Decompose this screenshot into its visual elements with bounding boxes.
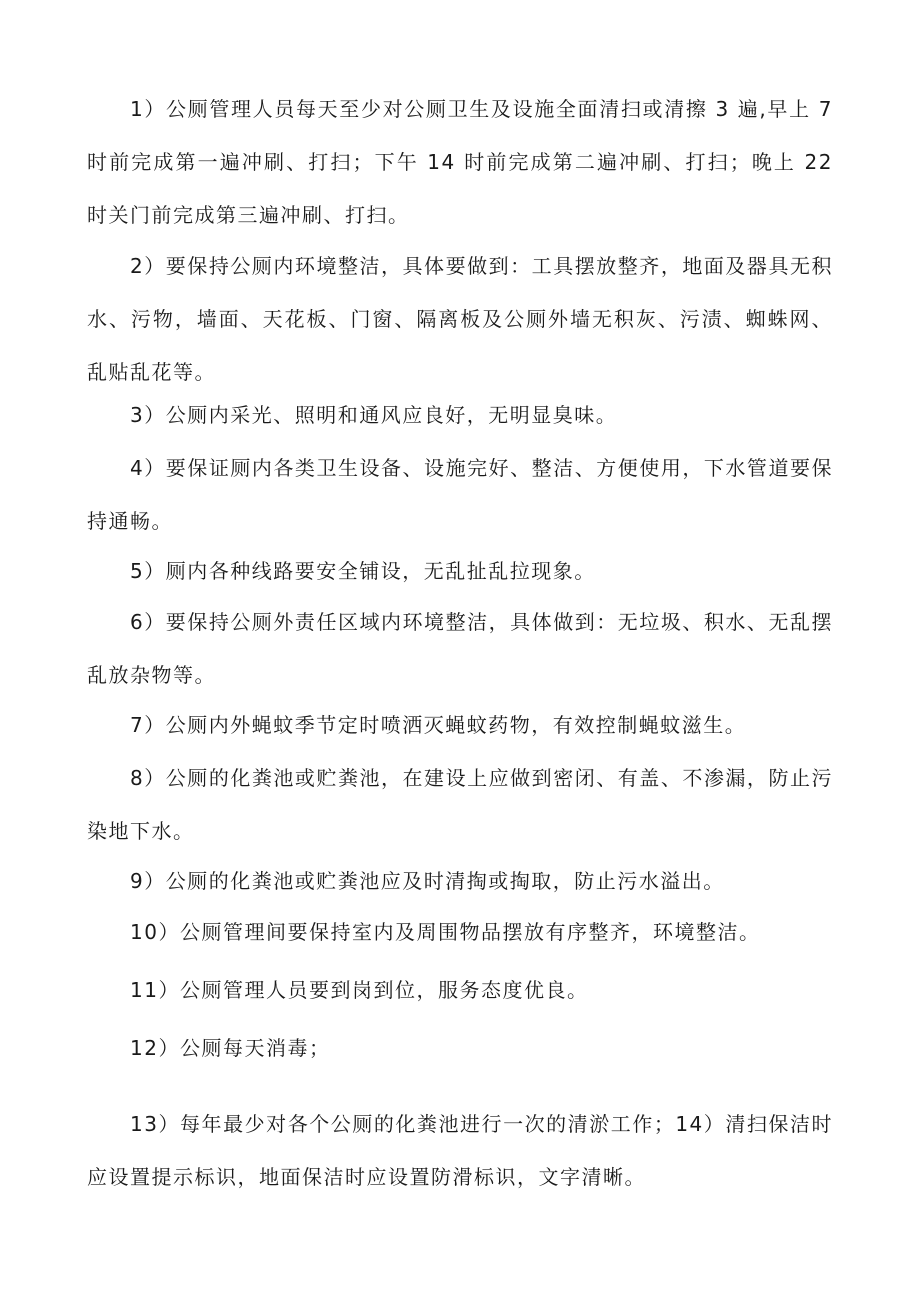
paragraph-3: 3）公厕内采光、照明和通风应良好，无明显臭味。 bbox=[130, 403, 618, 427]
paragraph-12: 12）公厕每天消毒； bbox=[130, 1036, 331, 1060]
paragraph-2: 2）要保持公厕内环境整洁，具体要做到：工具摆放整齐，地面及器具无积水、污物，墙面、天花板、门窗、隔离板及公厕外墙无积灰、污渍、蜘蛛网、乱贴乱花等。 bbox=[87, 254, 833, 384]
paragraph-6: 6）要保持公厕外责任区域内环境整洁，具体做到：无垃圾、积水、无乱摆乱放杂物等。 bbox=[87, 610, 833, 687]
paragraph-9: 9）公厕的化粪池或贮粪池应及时清掏或掏取，防止污水溢出。 bbox=[130, 869, 725, 893]
paragraph-1: 1）公厕管理人员每天至少对公厕卫生及设施全面清扫或清擦 3 遍,早上 7 时前完成第一遍冲刷、打扫；下午 14 时前完成第二遍冲刷、打扫；晚上 22 时关门前完成第三遍冲刷、打扫。 bbox=[87, 97, 833, 227]
paragraph-5: 5）厕内各种线路要安全铺设，无乱扯乱拉现象。 bbox=[130, 559, 596, 583]
paragraph-11: 11）公厕管理人员要到岗到位，服务态度优良。 bbox=[130, 978, 589, 1002]
paragraph-8: 8）公厕的化粪池或贮粪池，在建设上应做到密闭、有盖、不渗漏，防止污染地下水。 bbox=[87, 766, 833, 843]
paragraph-10: 10）公厕管理间要保持室内及周围物品摆放有序整齐，环境整洁。 bbox=[130, 920, 761, 944]
paragraph-13: 13）每年最少对各个公厕的化粪池进行一次的清淤工作；14）清扫保洁时应设置提示标识，地面保洁时应设置防滑标识，文字清晰。 bbox=[87, 1112, 833, 1189]
paragraph-7: 7）公厕内外蝇蚊季节定时喷洒灭蝇蚊药物，有效控制蝇蚊滋生。 bbox=[130, 713, 747, 737]
paragraph-4: 4）要保证厕内各类卫生设备、设施完好、整洁、方便使用，下水管道要保持通畅。 bbox=[87, 456, 833, 533]
